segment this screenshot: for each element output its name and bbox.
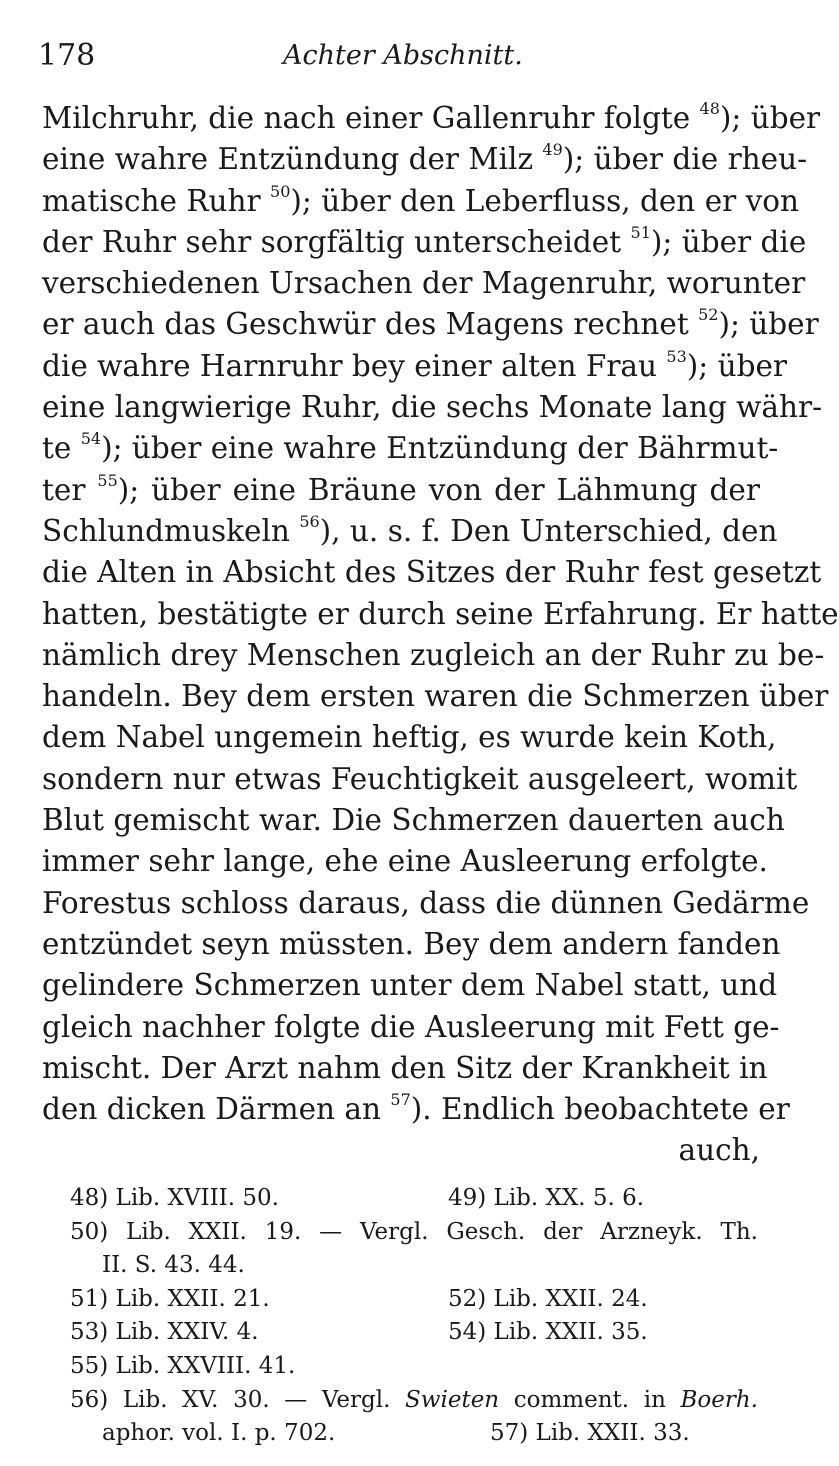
text-line [42, 676, 829, 717]
text-line [42, 428, 779, 469]
text-line [42, 1089, 790, 1130]
footnote-marker: 48 [699, 99, 720, 118]
text-segment: Schlundmuskeln [42, 513, 300, 548]
footnote-52: 52) Lib. XXII. 24. [448, 1285, 648, 1312]
footnote-marker: 49 [542, 140, 563, 160]
text-segment: sondern nur etwas Feuchtigkeit ausgeleert, womit [42, 761, 798, 796]
text-line [42, 552, 822, 593]
footnote-row [70, 1417, 760, 1451]
text-line [42, 1130, 760, 1171]
text-line [42, 346, 788, 387]
text-segment: ); über eine Bräune von der Lähmung der [117, 472, 760, 507]
footnote-marker: 50 [270, 181, 291, 201]
footnotes [70, 1182, 760, 1451]
text-segment: Milchruhr, die nach einer Gallenruhr folgte [42, 101, 700, 135]
footnote-56-work: Boerh. [680, 1386, 758, 1413]
footnote-row [70, 1283, 760, 1317]
text-line [42, 924, 781, 965]
page-header [38, 38, 760, 78]
text-segment: ); über [686, 348, 788, 383]
footnote-row [70, 1316, 760, 1350]
page-number: 178 [38, 38, 96, 73]
footnote-marker: 57 [390, 1090, 411, 1110]
text-segment: eine langwierige Ruhr, die sechs Monate lang währ- [42, 390, 823, 425]
footnote-marker: 56 [299, 511, 320, 531]
text-line [42, 717, 777, 758]
text-line [42, 965, 778, 1006]
footnote-marker: 54 [80, 429, 102, 449]
footnote-marker: 55 [97, 470, 118, 490]
footnote-marker: 53 [666, 346, 687, 366]
text-segment: die Alten in Absicht des Sitzes der Ruhr fest gesetzt [42, 555, 822, 590]
footnote-56-text: 56) Lib. XV. 30. — Vergl. [70, 1386, 406, 1413]
footnote-55: 55) Lib. XXVIII. 41. [70, 1352, 296, 1379]
text-segment: matische Ruhr [42, 183, 271, 218]
text-line [42, 263, 806, 304]
text-segment: gelindere Schmerzen unter dem Nabel statt, und [42, 968, 778, 1003]
text-segment: ); über [718, 307, 819, 342]
text-segment: eine wahre Entzündung der Milz [42, 142, 543, 177]
text-segment: ). Endlich beobachtete er [410, 1092, 790, 1127]
footnote-53: 53) Lib. XXIV. 4. [70, 1319, 259, 1346]
text-segment: immer sehr lange, ehe eine Ausleerung erfolgte. [42, 844, 768, 879]
text-line [42, 511, 778, 552]
text-segment: ); über den Leberfluss, den er von [290, 183, 800, 218]
text-segment: der Ruhr sehr sorgfältig unterscheidet [42, 224, 631, 259]
footnote-50-continued: II. S. 43. 44. [102, 1252, 245, 1279]
footnote-marker: 52 [698, 305, 719, 325]
footnote-51: 51) Lib. XXII. 21. [70, 1285, 270, 1312]
text-segment: er auch das Geschwür des Magens rechnet [42, 307, 699, 342]
text-segment: Blut gemischt war. Die Schmerzen dauerten auch [42, 803, 785, 838]
footnote-row [70, 1249, 760, 1283]
footnote-row [70, 1350, 760, 1384]
footnote-56-text-mid: comment. in [499, 1386, 681, 1413]
text-line [42, 98, 821, 139]
text-segment: verschiedenen Ursachen der Magenruhr, worunter [42, 266, 806, 301]
text-segment: ); über eine wahre Entzündung der Bährmut- [101, 431, 779, 466]
text-segment: den dicken Därmen an [42, 1092, 391, 1127]
text-line [42, 883, 810, 924]
footnote-row [70, 1182, 760, 1216]
text-segment: auch, [678, 1133, 760, 1168]
text-line [42, 841, 768, 882]
footnote-marker: 51 [630, 222, 651, 242]
text-line [42, 800, 785, 841]
text-line [42, 594, 839, 635]
text-segment: ); über die rheu- [562, 142, 808, 177]
text-segment: ); über [719, 101, 821, 135]
running-head: Achter Abschnitt. [283, 40, 523, 71]
footnote-57: 57) Lib. XXII. 33. [490, 1420, 690, 1447]
text-segment: dem Nabel ungemein heftig, es wurde kein Koth, [42, 720, 777, 755]
text-line [42, 222, 807, 263]
text-segment: ), u. s. f. Den Unterschied, den [319, 513, 778, 548]
text-segment: handeln. Bey dem ersten waren die Schmerzen über [42, 679, 829, 714]
text-line [42, 759, 798, 800]
text-segment: hatten, bestätigte er durch seine Erfahrung. Er hatte [42, 596, 839, 631]
text-line [42, 139, 808, 180]
text-segment: entzündet seyn müssten. Bey dem andern fanden [42, 926, 781, 961]
footnote-54: 54) Lib. XXII. 35. [448, 1319, 648, 1346]
text-segment: gleich nachher folgte die Ausleerung mit Fett ge- [42, 1009, 780, 1044]
text-segment: ); über die [650, 224, 807, 259]
text-line [42, 181, 800, 222]
footnote-49: 49) Lib. XX. 5. 6. [448, 1185, 645, 1211]
footnote-56-continued: aphor. vol. I. p. 702. [102, 1420, 336, 1447]
text-segment: te [42, 431, 81, 466]
text-line [42, 387, 823, 428]
text-line [42, 1048, 768, 1089]
text-segment: mischt. Der Arzt nahm den Sitz der Krankheit in [42, 1050, 768, 1085]
footnote-row [70, 1216, 760, 1250]
footnote-48: 48) Lib. XVIII. 50. [70, 1185, 279, 1211]
footnote-row [70, 1384, 760, 1418]
footnote-56 [70, 1384, 758, 1418]
text-line [42, 1007, 780, 1048]
text-segment: nämlich drey Menschen zugleich an der Ruhr zu be- [42, 637, 825, 672]
text-line [42, 304, 819, 345]
text-line [42, 635, 825, 676]
text-segment: Forestus schloss daraus, dass die dünnen Gedärme [42, 885, 810, 920]
text-segment: ter [42, 472, 98, 507]
text-line [42, 470, 760, 511]
text-segment: die wahre Harnruhr bey einer alten Frau [42, 348, 667, 383]
footnote-56-author: Swieten [405, 1386, 500, 1413]
body-text [42, 98, 839, 1172]
footnote-50: 50) Lib. XXII. 19. — Vergl. Gesch. der Arzneyk. Th. [70, 1218, 758, 1245]
